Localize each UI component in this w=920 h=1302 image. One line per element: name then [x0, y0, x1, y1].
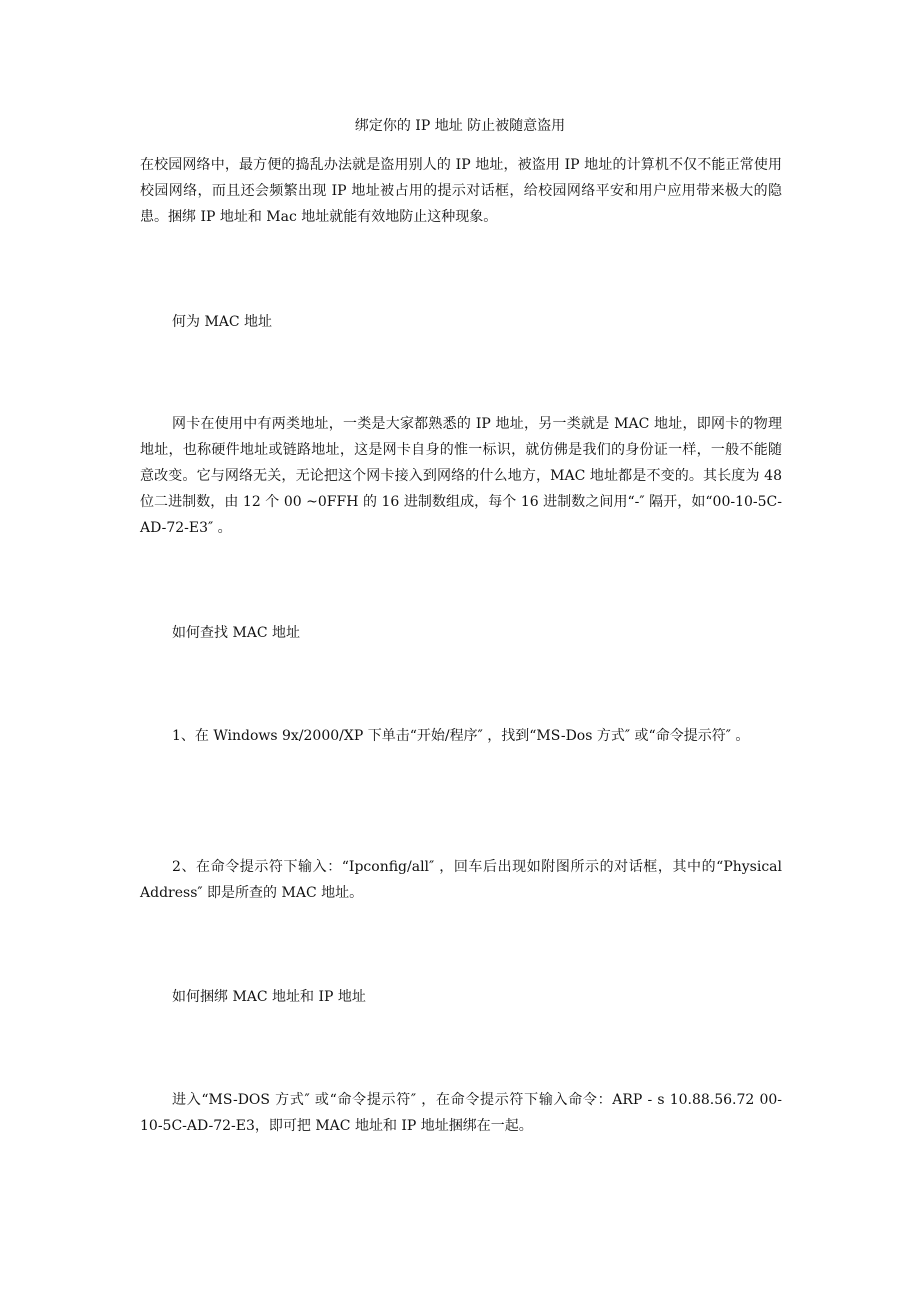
- document-title: 绑定你的 IP 地址 防止被随意盗用: [354, 118, 566, 134]
- section-heading-bind-mac-ip: 如何捆绑 MAC 地址和 IP 地址: [172, 989, 366, 1005]
- mac-definition-paragraph: 网卡在使用中有两类地址，一类是大家都熟悉的 IP 地址，另一类就是 MAC 地址，即网卡的物理地址，也称硬件地址或链路地址，这是网卡自身的惟一标识，就仿佛是我们的身份证一样，一般不能随意改变。它与网络无关，无论把这个网卡接入到网络的什么地方，MAC 地址都是不变的。其长度为 48 位二进制数，由 12 个 00 ~0FFH 的 16 进制数组成，每个 16 进制数之间用“-″ 隔开，如“00-10-5C-AD-72-E3″ 。: [140, 416, 782, 536]
- step-one-paragraph: 1、在 Windows 9x/2000/XP 下单击“开始/程序″ ，找到“MS-Dos 方式″ 或“命令提示符″ 。: [172, 728, 750, 744]
- bind-command-paragraph: 进入“MS-DOS 方式″ 或“命令提示符″ ，在命令提示符下输入命令：ARP - s 10.88.56.72 00-10-5C-AD-72-E3，即可把 MAC 地址和 IP 地址捆绑在一起。: [140, 1092, 782, 1134]
- step-two-paragraph: 2、在命令提示符下输入：“Ipconfig/all″ ，回车后出现如附图所示的对话框，其中的“Physical Address″ 即是所查的 MAC 地址。: [140, 859, 782, 901]
- intro-paragraph: 在校园网络中，最方便的捣乱办法就是盗用别人的 IP 地址，被盗用 IP 地址的计算机不仅不能正常使用校园网络，而且还会频繁出现 IP 地址被占用的提示对话框，给校园网络平安和用户应用带来极大的隐患。捆绑 IP 地址和 Mac 地址就能有效地防止这种现象。: [140, 157, 782, 225]
- section-heading-find-mac: 如何查找 MAC 地址: [172, 625, 301, 641]
- section-heading-what-is-mac: 何为 MAC 地址: [172, 314, 273, 330]
